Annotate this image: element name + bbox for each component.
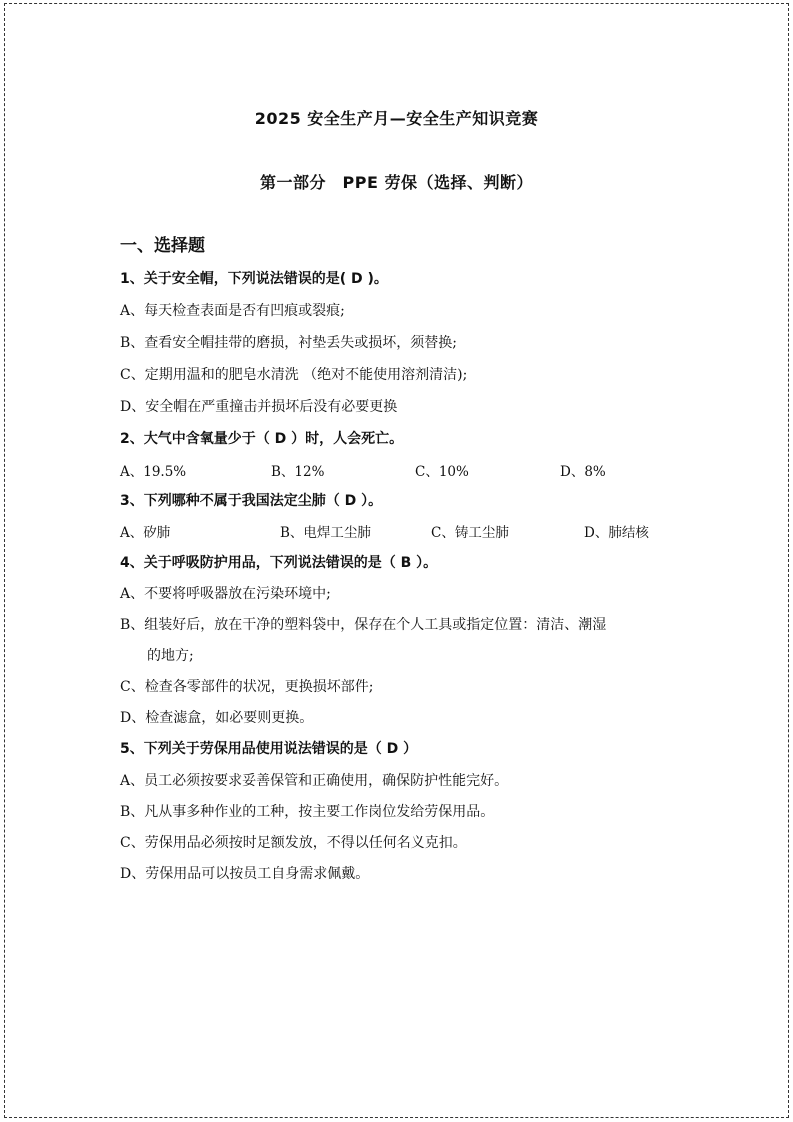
question-1-option-b: B、查看安全帽挂带的磨损，衬垫丢失或损坏，须替换; [120,335,458,351]
question-4-option-b-continued: 的地方; [147,648,194,664]
question-4-option-d: D、检查滤盒，如必要则更换。 [120,710,314,726]
question-1-option-c: C、定期用温和的肥皂水清洗 （绝对不能使用溶剂清洁); [120,367,468,383]
question-5-option-d: D、劳保用品可以按员工自身需求佩戴。 [120,866,370,882]
question-3-option-b: B、电焊工尘肺 [280,525,371,541]
question-3-option-a: A、矽肺 [120,525,171,541]
question-3-option-c: C、铸工尘肺 [431,525,509,541]
question-4-option-a: A、不要将呼吸器放在污染环境中; [120,586,331,602]
question-5-option-a: A、员工必须按要求妥善保管和正确使用，确保防护性能完好。 [120,773,509,789]
question-3-option-d: D、肺结核 [584,525,649,541]
document-title: 2025 安全生产月—安全生产知识竞赛 [254,109,539,128]
part-heading: 一、选择题 [120,236,205,256]
question-4-option-b: B、组装好后，放在干净的塑料袋中，保存在个人工具或指定位置：清洁、潮湿 [120,617,607,633]
section-title: 第一部分 PPE 劳保（选择、判断） [260,173,533,192]
question-2-option-c: C、10% [415,464,469,480]
question-2-option-b: B、12% [271,464,325,480]
question-2-option-a: A、19.5% [120,464,187,480]
question-2-option-d: D、8% [560,464,606,480]
question-1-option-d: D、安全帽在严重撞击并损坏后没有必要更换 [120,399,398,415]
question-5-stem: 5、下列关于劳保用品使用说法错误的是（ D ） [120,741,418,757]
question-3-stem: 3、下列哪种不属于我国法定尘肺（ D ）。 [120,493,383,509]
question-5-option-b: B、凡从事多种作业的工种，按主要工作岗位发给劳保用品。 [120,804,495,820]
question-4-option-c: C、检查各零部件的状况，更换损坏部件; [120,679,374,695]
question-1-option-a: A、每天检查表面是否有凹痕或裂痕; [120,303,345,319]
question-3-options [0,521,793,541]
question-2-stem: 2、大气中含氧量少于（ D ）时，人会死亡。 [120,431,404,447]
question-2-options [0,460,793,480]
question-1-stem: 1、关于安全帽，下列说法错误的是( D )。 [120,271,388,287]
question-5-option-c: C、劳保用品必须按时足额发放，不得以任何名义克扣。 [120,835,467,851]
question-4-stem: 4、关于呼吸防护用品，下列说法错误的是（ B ）。 [120,555,438,571]
